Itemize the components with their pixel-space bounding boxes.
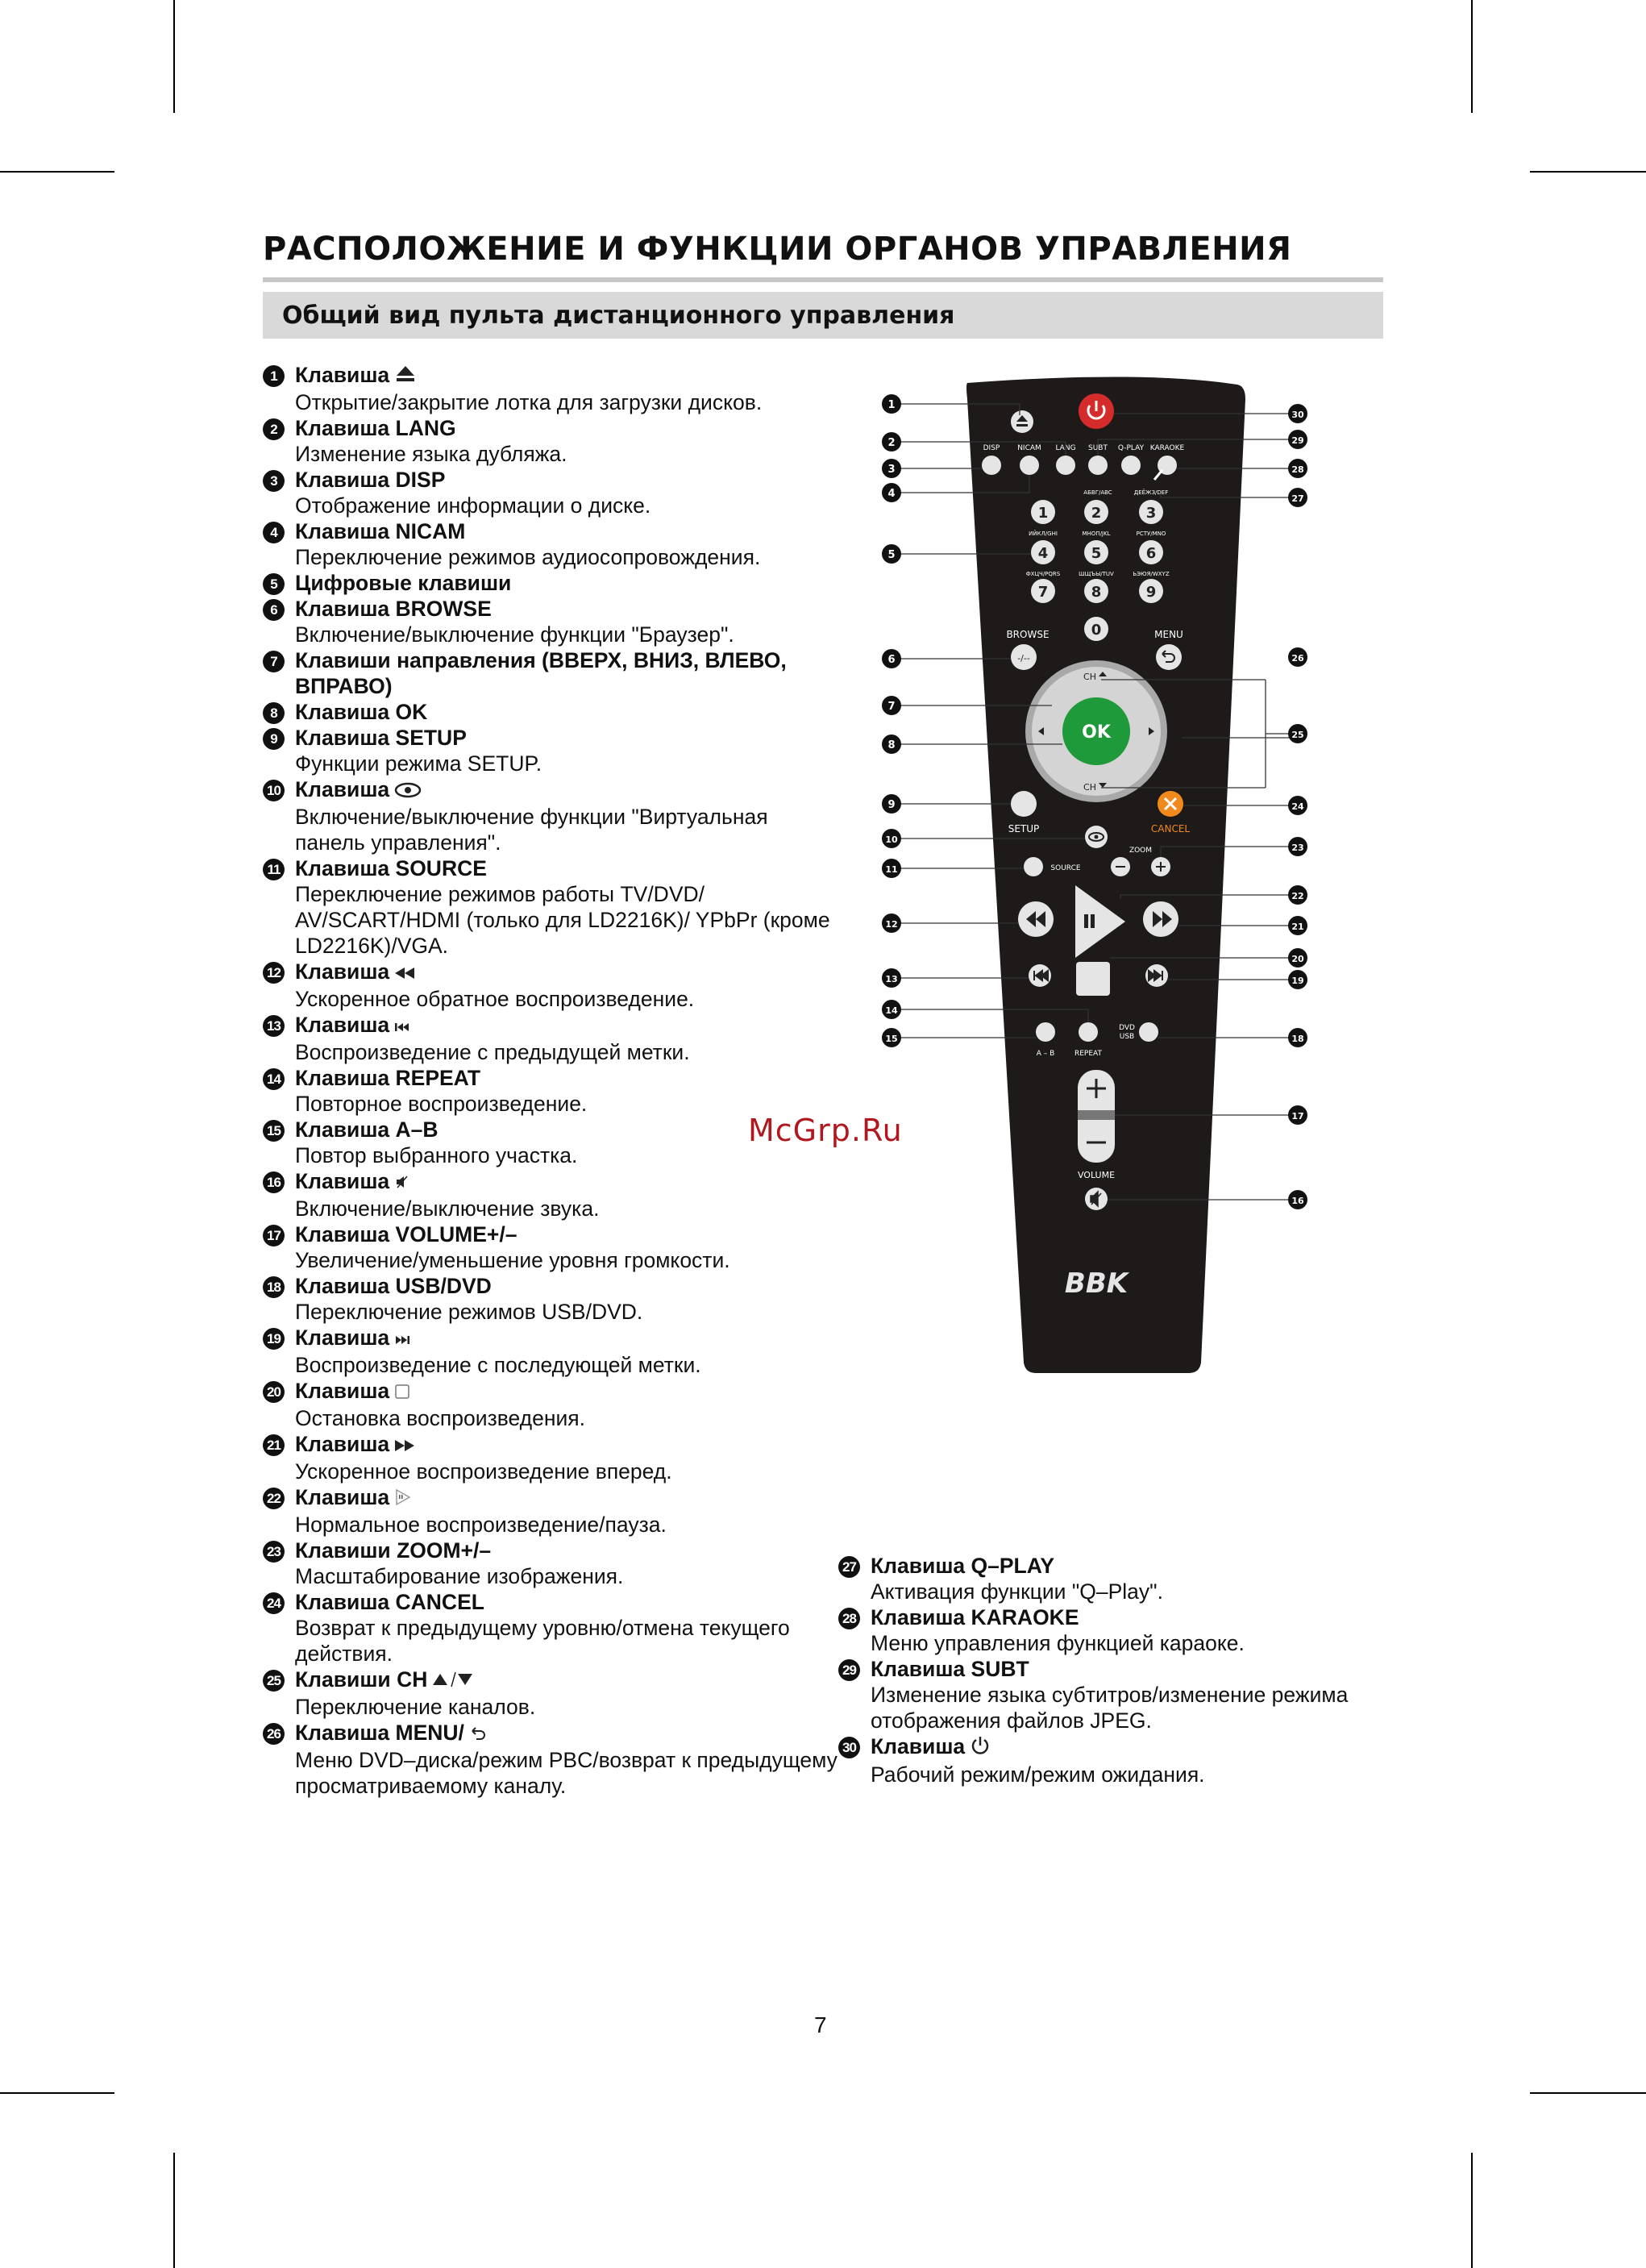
key-sub-label: ДЕЁЖЗ/DEF bbox=[1133, 489, 1169, 496]
item-description: Ускоренное обратное воспроизведение. bbox=[295, 987, 695, 1011]
key-sub-label: МНОП/JKL bbox=[1082, 531, 1111, 537]
eject-icon bbox=[394, 364, 417, 389]
svg-text:7: 7 bbox=[1037, 584, 1049, 601]
svg-text:2: 2 bbox=[887, 437, 896, 449]
item-title: Клавиша VOLUME+/– bbox=[295, 1222, 517, 1246]
item-description: Меню управления функцией караоке. bbox=[871, 1631, 1245, 1655]
item-number-badge: 23 bbox=[263, 1541, 285, 1563]
setup-button[interactable] bbox=[1011, 791, 1037, 817]
list-item bbox=[838, 1604, 1403, 1656]
list-item bbox=[838, 1656, 1403, 1733]
button-description-list bbox=[263, 362, 843, 1799]
item-title: Клавиша REPEAT bbox=[295, 1066, 481, 1090]
item-description: Переключение режимов USB/DVD. bbox=[295, 1300, 643, 1324]
list-item bbox=[263, 1065, 843, 1117]
item-description: Ускоренное воспроизведение вперед. bbox=[295, 1459, 672, 1484]
remote-body bbox=[966, 377, 1245, 1373]
item-title: Клавиша bbox=[295, 959, 843, 986]
svg-text:27: 27 bbox=[1291, 493, 1304, 504]
list-item bbox=[263, 699, 843, 725]
item-description: Рабочий режим/режим ожидания. bbox=[871, 1762, 1205, 1787]
item-number-badge: 7 bbox=[263, 651, 285, 672]
nicam-button[interactable] bbox=[1020, 456, 1039, 475]
key-sub-label: РСТУ/MNO bbox=[1136, 531, 1166, 537]
usb-label: USB bbox=[1119, 1033, 1135, 1041]
svg-text:15: 15 bbox=[885, 1034, 898, 1044]
volume-label: VOLUME bbox=[1077, 1170, 1116, 1180]
item-description: Переключение каналов. bbox=[295, 1695, 536, 1719]
svg-text:5: 5 bbox=[887, 549, 896, 561]
item-description: Повтор выбранного участка. bbox=[295, 1143, 578, 1167]
item-title: Клавиша bbox=[295, 362, 843, 389]
item-title: Клавиша MENU/ bbox=[295, 1720, 843, 1747]
section-header bbox=[263, 292, 1383, 339]
stop-button[interactable] bbox=[1076, 962, 1110, 996]
item-number-badge: 8 bbox=[263, 702, 285, 724]
key-sub-label: ИЙКЛ/GHI bbox=[1029, 531, 1058, 537]
item-description: Изменение языка дубляжа. bbox=[295, 442, 567, 466]
svg-text:12: 12 bbox=[885, 919, 898, 930]
item-number-badge: 20 bbox=[263, 1381, 285, 1403]
menu-button[interactable] bbox=[1156, 644, 1182, 670]
item-description: Открытие/закрытие лотка для загрузки дисков. bbox=[295, 390, 763, 414]
item-description: Нормальное воспроизведение/пауза. bbox=[295, 1513, 667, 1537]
ch-up-label: CH bbox=[1083, 672, 1096, 682]
repeat-button[interactable] bbox=[1079, 1022, 1098, 1042]
brand-logo: BBK bbox=[1064, 1267, 1129, 1300]
item-title: Клавиша OK bbox=[295, 700, 428, 724]
watermark: McGrp.Ru bbox=[748, 1113, 903, 1148]
list-item bbox=[263, 1012, 843, 1065]
svg-text:28: 28 bbox=[1291, 464, 1304, 475]
lang-button[interactable] bbox=[1056, 456, 1075, 475]
crop-mark bbox=[173, 2153, 175, 2268]
mute-icon bbox=[394, 1170, 410, 1196]
svg-text:-/--: -/-- bbox=[1017, 653, 1030, 664]
list-item bbox=[263, 1431, 843, 1484]
item-number-badge: 22 bbox=[263, 1488, 285, 1509]
usb-dvd-button[interactable] bbox=[1139, 1022, 1158, 1042]
key-sub-label: АБВГ/ABC bbox=[1083, 489, 1112, 496]
item-title: Клавиша bbox=[295, 1431, 843, 1459]
svg-text:14: 14 bbox=[885, 1005, 898, 1016]
item-number-badge: 17 bbox=[263, 1225, 285, 1246]
crop-mark bbox=[1471, 0, 1473, 113]
subt-button[interactable] bbox=[1088, 456, 1108, 475]
item-number-badge: 5 bbox=[263, 573, 285, 595]
item-number-badge: 2 bbox=[263, 418, 285, 440]
svg-text:8: 8 bbox=[887, 739, 896, 751]
item-number-badge: 3 bbox=[263, 470, 285, 492]
key-sub-label: ШЩЪЫ/TUV bbox=[1079, 571, 1114, 577]
list-item bbox=[263, 1378, 843, 1431]
svg-text:13: 13 bbox=[885, 974, 898, 984]
item-title: Клавиша bbox=[871, 1733, 1403, 1762]
svg-text:29: 29 bbox=[1291, 435, 1304, 446]
list-item bbox=[263, 959, 843, 1012]
item-number-badge: 13 bbox=[263, 1015, 285, 1037]
disp-label: DISP bbox=[983, 444, 1000, 452]
item-number-badge: 18 bbox=[263, 1276, 285, 1298]
nicam-label: NICAM bbox=[1017, 444, 1041, 452]
item-title: Клавиша bbox=[295, 1168, 843, 1196]
list-item bbox=[263, 725, 843, 776]
crop-mark bbox=[173, 0, 175, 113]
item-number-badge: 6 bbox=[263, 599, 285, 621]
item-title: Клавиша USB/DVD bbox=[295, 1274, 492, 1298]
crop-mark bbox=[1530, 171, 1646, 173]
svg-text:9: 9 bbox=[887, 799, 896, 811]
svg-text:10: 10 bbox=[885, 834, 898, 845]
ch-down-label: CH bbox=[1083, 782, 1096, 793]
list-item bbox=[263, 1484, 843, 1538]
item-title: Клавиша bbox=[295, 1484, 843, 1512]
dvd-label: DVD bbox=[1119, 1024, 1135, 1032]
svg-text:17: 17 bbox=[1291, 1111, 1304, 1122]
list-item bbox=[263, 1325, 843, 1378]
item-description: Воспроизведение с последующей метки. bbox=[295, 1353, 701, 1377]
title-underline bbox=[263, 277, 1383, 282]
svg-text:6: 6 bbox=[887, 654, 896, 666]
source-label: SOURCE bbox=[1050, 864, 1081, 872]
qplay-label: Q-PLAY bbox=[1117, 444, 1145, 452]
item-description: Масштабирование изображения. bbox=[295, 1564, 624, 1588]
stop-icon bbox=[394, 1380, 410, 1405]
item-description: Изменение языка субтитров/изменение режима отображения файлов JPEG. bbox=[871, 1683, 1349, 1733]
list-item bbox=[263, 776, 843, 855]
qplay-button[interactable] bbox=[1121, 456, 1141, 475]
svg-text:24: 24 bbox=[1291, 801, 1304, 812]
item-title: Клавиша A–B bbox=[295, 1117, 439, 1142]
svg-text:0: 0 bbox=[1091, 622, 1102, 639]
page-title: РАСПОЛОЖЕНИЕ И ФУНКЦИИ ОРГАНОВ УПРАВЛЕНИЯ bbox=[263, 231, 1292, 268]
svg-text:1: 1 bbox=[887, 399, 896, 411]
section-title: Общий вид пульта дистанционного управления bbox=[282, 301, 955, 330]
svg-text:25: 25 bbox=[1291, 730, 1304, 740]
item-title: Клавиша SUBT bbox=[871, 1657, 1029, 1681]
item-title: Клавиша Q–PLAY bbox=[871, 1554, 1055, 1578]
list-item bbox=[263, 1221, 843, 1273]
item-number-badge: 26 bbox=[263, 1723, 285, 1745]
item-number-badge: 24 bbox=[263, 1592, 285, 1614]
svg-text:2: 2 bbox=[1091, 505, 1102, 522]
ok-label: OK bbox=[1082, 722, 1111, 743]
subt-label: SUBT bbox=[1088, 444, 1108, 452]
svg-text:1: 1 bbox=[1037, 505, 1049, 522]
setup-label: SETUP bbox=[1008, 823, 1040, 834]
menu-label: MENU bbox=[1154, 629, 1183, 640]
item-number-badge: 29 bbox=[838, 1659, 860, 1681]
list-item bbox=[263, 855, 843, 959]
list-item bbox=[263, 1168, 843, 1221]
forward-icon bbox=[394, 1433, 415, 1459]
svg-text:20: 20 bbox=[1291, 954, 1304, 964]
play-pause-icon bbox=[394, 1486, 412, 1512]
a-b-button[interactable] bbox=[1036, 1022, 1055, 1042]
svg-text:16: 16 bbox=[1291, 1196, 1304, 1206]
svg-text:11: 11 bbox=[885, 864, 898, 875]
item-title: Клавиши направления (ВВЕРХ, ВНИЗ, ВЛЕВО, ВПРАВО) bbox=[295, 648, 787, 698]
source-button[interactable] bbox=[1024, 857, 1043, 876]
item-description: Переключение режимов аудиосопровождения. bbox=[295, 545, 761, 569]
prev-icon bbox=[394, 1013, 410, 1039]
item-title: Клавиша KARAOKE bbox=[871, 1605, 1079, 1629]
item-description: Увеличение/уменьшение уровня громкости. bbox=[295, 1248, 730, 1272]
svg-text:9: 9 bbox=[1145, 584, 1157, 601]
item-description: Включение/выключение функции "Виртуальная панель управления". bbox=[295, 805, 768, 855]
item-title: Клавиша bbox=[295, 1325, 843, 1352]
cancel-label: CANCEL bbox=[1150, 823, 1191, 834]
repeat-label: REPEAT bbox=[1074, 1050, 1103, 1058]
item-number-badge: 15 bbox=[263, 1120, 285, 1142]
svg-text:22: 22 bbox=[1291, 891, 1304, 901]
list-item bbox=[263, 1273, 843, 1325]
next-icon bbox=[394, 1326, 410, 1352]
lang-label: LANG bbox=[1055, 444, 1076, 452]
crop-mark bbox=[1471, 2153, 1473, 2268]
svg-text:30: 30 bbox=[1291, 410, 1304, 420]
crop-mark bbox=[0, 2092, 114, 2094]
list-item bbox=[263, 1720, 843, 1799]
zoom-label: ZOOM bbox=[1129, 847, 1153, 855]
item-description: Переключение режимов работы TV/DVD/ AV/SCART/HDMI (только для LD2216K)/ YPbPr (кроме LD2216K)/VGA. bbox=[295, 882, 830, 958]
item-title: Клавиши CH bbox=[295, 1667, 843, 1694]
rewind-icon bbox=[394, 960, 415, 986]
power-icon bbox=[970, 1735, 991, 1762]
item-title: Клавиша bbox=[295, 1012, 843, 1039]
key-sub-label: ФХЦЧ/PQRS bbox=[1025, 571, 1061, 577]
list-item bbox=[838, 1553, 1403, 1604]
a-b-label: A – B bbox=[1036, 1050, 1055, 1058]
list-item bbox=[263, 467, 843, 518]
item-title: Цифровые клавиши bbox=[295, 571, 512, 595]
disp-button[interactable] bbox=[982, 456, 1001, 475]
svg-text:4: 4 bbox=[1037, 545, 1049, 562]
list-item bbox=[263, 1538, 843, 1589]
svg-text:23: 23 bbox=[1291, 843, 1304, 853]
list-item bbox=[263, 362, 843, 415]
list-item bbox=[263, 570, 843, 596]
browse-label: BROWSE bbox=[1006, 629, 1050, 640]
list-item bbox=[263, 1589, 843, 1667]
item-number-badge: 25 bbox=[263, 1670, 285, 1692]
item-number-badge: 1 bbox=[263, 365, 285, 387]
item-title: Клавиша SETUP bbox=[295, 726, 467, 750]
item-description: Активация функции "Q–Play". bbox=[871, 1579, 1163, 1604]
svg-text:5: 5 bbox=[1091, 545, 1102, 562]
item-title: Клавиши ZOOM+/– bbox=[295, 1538, 492, 1563]
item-description: Включение/выключение звука. bbox=[295, 1196, 600, 1221]
svg-text:3: 3 bbox=[1145, 505, 1157, 522]
item-title: Клавиша BROWSE bbox=[295, 597, 492, 621]
item-description: Повторное воспроизведение. bbox=[295, 1092, 588, 1116]
list-item bbox=[263, 518, 843, 570]
svg-text:26: 26 bbox=[1291, 653, 1304, 664]
svg-text:21: 21 bbox=[1291, 922, 1304, 932]
item-description: Функции режима SETUP. bbox=[295, 751, 542, 776]
item-number-badge: 14 bbox=[263, 1068, 285, 1090]
eye-icon bbox=[394, 778, 422, 804]
item-description: Меню DVD–диска/режим PBC/возврат к предыдущему просматриваемому каналу. bbox=[295, 1748, 838, 1798]
item-number-badge: 21 bbox=[263, 1434, 285, 1456]
svg-text:3: 3 bbox=[887, 464, 896, 476]
item-description: Отображение информации о диске. bbox=[295, 493, 651, 518]
list-item bbox=[838, 1733, 1403, 1787]
item-title: Клавиша bbox=[295, 1378, 843, 1405]
list-item bbox=[263, 415, 843, 467]
item-title: Клавиша SOURCE bbox=[295, 856, 487, 880]
page-number: 7 bbox=[814, 2012, 827, 2037]
item-number-badge: 27 bbox=[838, 1556, 860, 1578]
item-description: Включение/выключение функции "Браузер". bbox=[295, 622, 734, 647]
item-title: Клавиша NICAM bbox=[295, 519, 466, 543]
pause-icon bbox=[1084, 914, 1088, 928]
item-number-badge: 16 bbox=[263, 1171, 285, 1193]
crop-mark bbox=[0, 171, 114, 173]
key-sub-label: ЬЭЮЯ/WXYZ bbox=[1133, 571, 1170, 577]
return-icon bbox=[469, 1721, 487, 1747]
list-item bbox=[263, 647, 843, 699]
svg-text:4: 4 bbox=[887, 488, 896, 500]
item-number-badge: 19 bbox=[263, 1328, 285, 1350]
svg-text:18: 18 bbox=[1291, 1034, 1304, 1044]
svg-text:7: 7 bbox=[887, 701, 896, 713]
item-description: Воспроизведение с предыдущей метки. bbox=[295, 1040, 690, 1064]
item-number-badge: 28 bbox=[838, 1608, 860, 1629]
item-number-badge: 11 bbox=[263, 859, 285, 880]
item-description: Остановка воспроизведения. bbox=[295, 1406, 586, 1430]
item-title: Клавиша CANCEL bbox=[295, 1590, 484, 1614]
button-description-list-continued bbox=[838, 1553, 1403, 1787]
ch-up-down-icon bbox=[432, 1668, 472, 1694]
item-number-badge: 9 bbox=[263, 728, 285, 750]
remote-control-diagram bbox=[879, 375, 1330, 1375]
item-title: Клавиша LANG bbox=[295, 416, 456, 440]
list-item bbox=[263, 596, 843, 647]
item-title: Клавиша bbox=[295, 776, 843, 804]
svg-text:19: 19 bbox=[1291, 976, 1304, 986]
svg-text:8: 8 bbox=[1091, 584, 1102, 601]
item-title: Клавиша DISP bbox=[295, 468, 446, 492]
svg-text:6: 6 bbox=[1145, 545, 1157, 562]
karaoke-label: KARAOKE bbox=[1149, 444, 1185, 452]
item-number-badge: 12 bbox=[263, 962, 285, 984]
item-description: Возврат к предыдущему уровню/отмена текущего действия. bbox=[295, 1616, 790, 1666]
item-number-badge: 4 bbox=[263, 522, 285, 543]
item-number-badge: 10 bbox=[263, 780, 285, 801]
crop-mark bbox=[1530, 2092, 1646, 2094]
list-item bbox=[263, 1667, 843, 1720]
item-number-badge: 30 bbox=[838, 1737, 860, 1758]
